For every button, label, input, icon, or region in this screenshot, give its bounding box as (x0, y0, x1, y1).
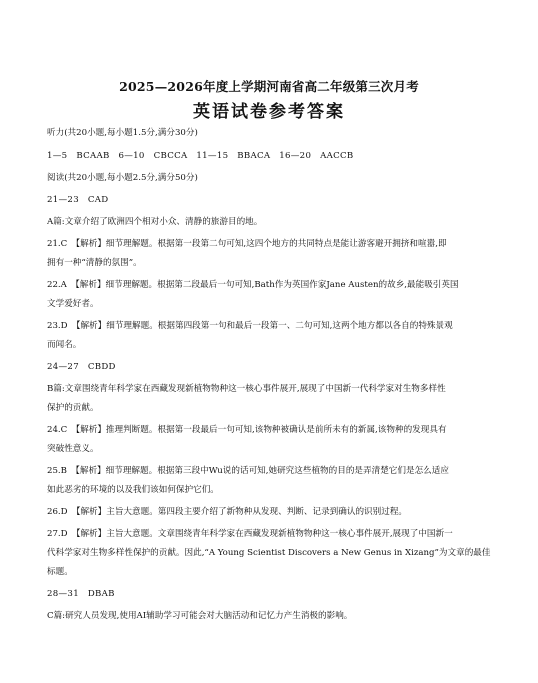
explanation-23-continued: 而闻名。 (47, 340, 82, 350)
explanation-27: 27.D 【解析】主旨大意题。文章围绕青年科学家在西藏发现新植物物种这一核心事件展开,展现了中国新一 (47, 529, 453, 539)
explanation-23: 23.D 【解析】细节理解题。根据第四段第一句和最后一段第一、二句可知,这两个地方都以各自的特殊景观 (47, 321, 453, 331)
explanation-21: 21.C 【解析】细节理解题。根据第一段第二句可知,这四个地方的共同特点是能让游客避开拥挤和喧嚣,即 (47, 239, 447, 249)
explanation-22: 22.A 【解析】细节理解题。根据第二段最后一句可知,Bath作为英国作家Jane Austen的故乡,最能吸引英国 (47, 280, 459, 290)
explanation-22-continued: 文学爱好者。 (47, 299, 99, 309)
explanation-25-continued: 如此恶劣的环境的以及我们该如何保护它们。 (47, 485, 219, 495)
explanation-26: 26.D 【解析】主旨大意题。第四段主要介绍了新物种从发现、判断、记录到确认的识别过程。 (47, 507, 408, 517)
answer-group-24-27: 24—27 CBDD (47, 362, 116, 372)
answer-group-28-31: 28—31 DBAB (47, 589, 115, 599)
reading-section-heading: 阅读(共20小题,每小题2.5分,满分50分) (47, 173, 198, 183)
explanation-27-end: 标题。 (47, 567, 73, 577)
explanation-21-continued: 拥有一种“清静的氛围”。 (47, 258, 142, 268)
explanation-25: 25.B 【解析】细节理解题。根据第三段中Wu说的话可知,她研究这些植物的目的是弄清楚它们是怎么适应 (47, 466, 449, 476)
exam-title: 2025—2026年度上学期河南省高二年级第三次月考 (119, 79, 419, 94)
explanation-24-continued: 突破性意义。 (47, 444, 99, 454)
listening-answers: 1—5 BCAAB 6—10 CBCCA 11—15 BBACA 16—20 AACCB (47, 151, 354, 161)
passage-b-summary-continued: 保护的贡献。 (47, 403, 99, 413)
answer-group-21-23: 21—23 CAD (47, 195, 109, 205)
document-title: 英语试卷参考答案 (193, 102, 345, 122)
passage-b-summary: B篇:文章围绕青年科学家在西藏发现新植物物种这一核心事件展开,展现了中国新一代科学家对生物多样性 (47, 384, 446, 394)
explanation-24: 24.C 【解析】推理判断题。根据第一段最后一句可知,该物种被确认是前所未有的新属,该物种的发现具有 (47, 425, 447, 435)
listening-section-heading: 听力(共20小题,每小题1.5分,满分30分) (47, 128, 198, 138)
passage-a-summary: A篇:文章介绍了欧洲四个相对小众、清静的旅游目的地。 (47, 217, 263, 227)
explanation-27-continued: 代科学家对生物多样性保护的贡献。因此,“A Young Scientist Discovers a New Genus in Xizang”为文章的最佳 (47, 548, 491, 558)
passage-c-summary: C篇:研究人员发现,使用AI辅助学习可能会对大脑活动和记忆力产生消极的影响。 (47, 611, 353, 621)
